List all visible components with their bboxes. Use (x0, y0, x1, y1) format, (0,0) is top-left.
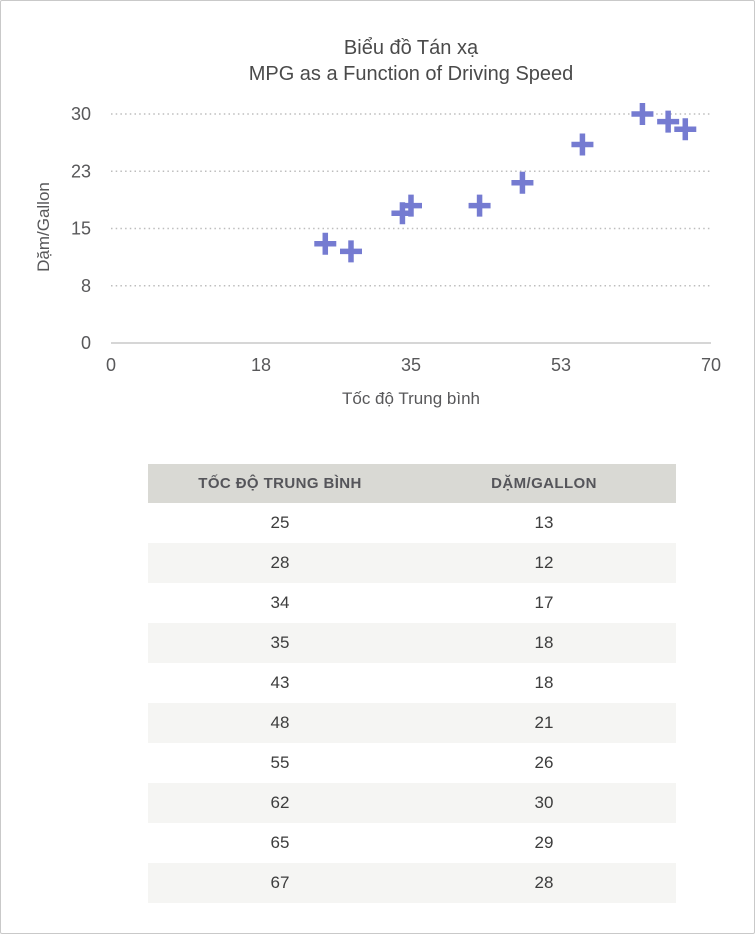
cell-speed: 28 (148, 543, 412, 583)
cell-speed: 65 (148, 823, 412, 863)
table-row (148, 783, 676, 823)
y-tick-label: 23 (70, 161, 91, 182)
cell-speed: 34 (148, 583, 412, 623)
cell-speed: 43 (148, 663, 412, 703)
cell-speed: 48 (148, 703, 412, 743)
table-row (148, 703, 676, 743)
table-body (148, 503, 676, 903)
table-row (148, 583, 676, 623)
x-axis-title: Tốc độ Trung bình (342, 389, 480, 408)
data-point-marker (340, 240, 362, 262)
scatter-chart (1, 1, 755, 431)
chart-subtitle: MPG as a Function of Driving Speed (248, 63, 574, 85)
cell-speed: 35 (148, 623, 412, 663)
data-point-marker (511, 172, 533, 194)
table-header-mpg: DẶM/GALLON (412, 464, 676, 503)
y-axis-title: Dặm/Gallon (34, 182, 53, 272)
table-header (148, 464, 676, 503)
x-tick-label: 53 (550, 355, 572, 375)
table-row (148, 543, 676, 583)
cell-mpg: 18 (412, 623, 676, 663)
table-row (148, 663, 676, 703)
cell-mpg: 28 (412, 863, 676, 903)
cell-mpg: 29 (412, 823, 676, 863)
table-row (148, 743, 676, 783)
cell-speed: 55 (148, 743, 412, 783)
cell-mpg: 30 (412, 783, 676, 823)
cell-mpg: 12 (412, 543, 676, 583)
cell-mpg: 17 (412, 583, 676, 623)
y-tick-label: 0 (80, 333, 91, 353)
cell-mpg: 26 (412, 743, 676, 783)
chart-title: Biểu đồ Tán xạ (343, 37, 479, 59)
data-point-marker (631, 103, 653, 125)
table-header-row (148, 464, 676, 503)
y-tick-label: 8 (80, 275, 91, 296)
cell-mpg: 18 (412, 663, 676, 703)
x-tick-label: 0 (105, 355, 117, 375)
cell-speed: 62 (148, 783, 412, 823)
data-point-marker (314, 233, 336, 255)
table-row (148, 623, 676, 663)
table-header-speed: TỐC ĐỘ TRUNG BÌNH (148, 464, 412, 503)
cell-mpg: 13 (412, 503, 676, 543)
data-point-marker (571, 134, 593, 156)
y-tick-label: 15 (70, 218, 91, 239)
cell-speed: 25 (148, 503, 412, 543)
table-row (148, 503, 676, 543)
cell-mpg: 21 (412, 703, 676, 743)
scatter-plot (1, 1, 755, 431)
data-point-marker (469, 195, 491, 217)
table-row (148, 823, 676, 863)
cell-speed: 67 (148, 863, 412, 903)
x-tick-label: 18 (250, 355, 272, 375)
data-table (148, 464, 676, 903)
table-row (148, 863, 676, 903)
y-tick-label: 30 (70, 104, 91, 124)
x-tick-label: 35 (400, 355, 422, 375)
x-tick-label: 70 (700, 355, 722, 375)
